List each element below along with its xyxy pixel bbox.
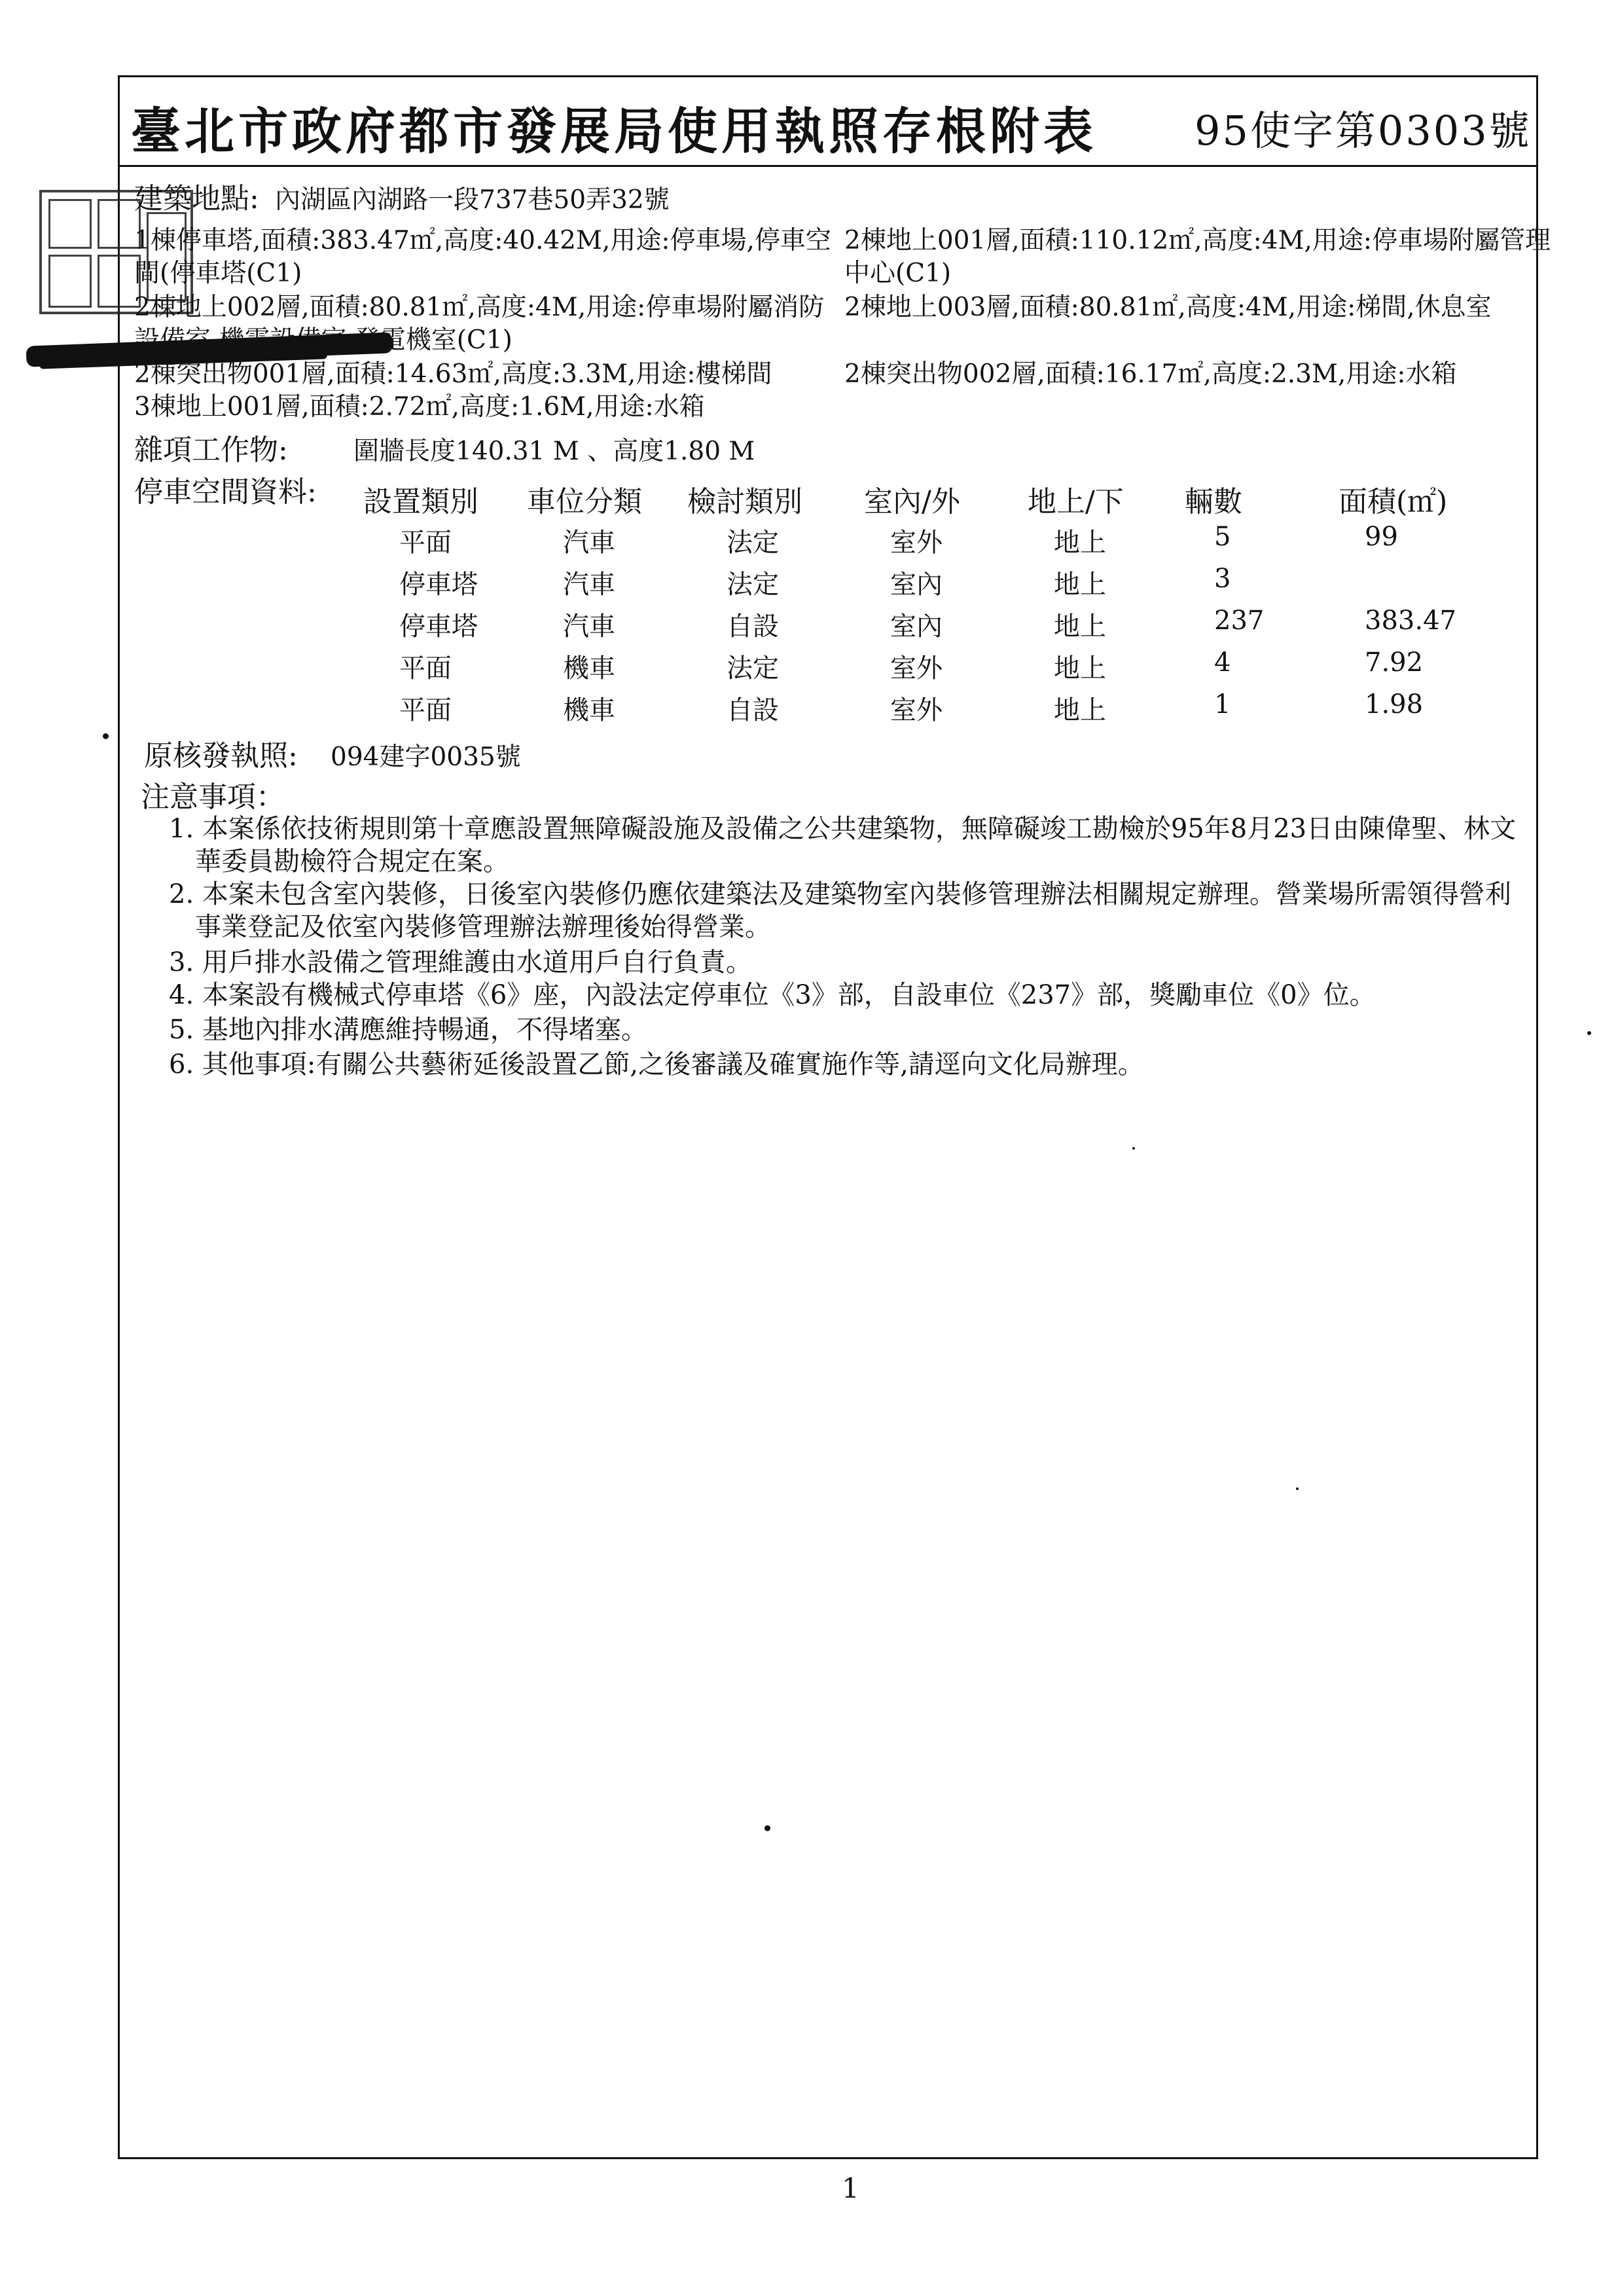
column-header: 面積(㎡) [1339, 485, 1448, 519]
table-cell: 平面 [399, 653, 452, 683]
floor-line: 2棟地上003層,面積:80.81㎡,高度:4M,用途:梯間,休息室 [844, 293, 1492, 322]
table-cell: 法定 [727, 653, 779, 683]
note-item: 華委員勘檢符合規定在案。 [195, 847, 509, 877]
table-cell: 停車塔 [399, 570, 478, 600]
table-cell: 自設 [727, 611, 779, 642]
scan-speck [1587, 1031, 1591, 1035]
table-cell: 平面 [399, 528, 452, 558]
table-cell: 汽車 [563, 528, 615, 558]
table-cell: 地上 [1054, 611, 1106, 642]
table-cell: 室外 [890, 528, 943, 558]
floor-line: 2棟突出物001層,面積:14.63㎡,高度:3.3M,用途:樓梯間 [134, 359, 772, 389]
misc-value: 圍牆長度140.31 M 、高度1.80 M [353, 437, 755, 466]
floor-line: 2棟地上001層,面積:110.12㎡,高度:4M,用途:停車場附屬管理 [844, 226, 1551, 255]
note-item: 1. 本案係依技術規則第十章應設置無障礙設施及設備之公共建築物，無障礙竣工勘檢於95年8月23日由陳偉聖、林文 [169, 814, 1517, 844]
table-cell: 自設 [727, 695, 779, 725]
table-cell: 7.92 [1365, 647, 1424, 678]
table-cell: 室外 [890, 653, 943, 683]
column-header: 檢討類別 [687, 485, 802, 519]
table-cell: 地上 [1054, 528, 1106, 558]
scan-speck [764, 1825, 770, 1831]
column-header: 設置類別 [363, 485, 478, 519]
parking-label: 停車空間資料: [134, 475, 317, 509]
column-header: 室內/外 [864, 485, 960, 519]
page-number: 1 [842, 2172, 859, 2204]
notes-label: 注意事項： [141, 780, 285, 814]
table-cell: 4 [1214, 647, 1231, 678]
floor-line: 2棟突出物002層,面積:16.17㎡,高度:2.3M,用途:水箱 [844, 359, 1457, 389]
permit-number: 95使字第0303號 [1195, 107, 1532, 155]
floor-line: 3棟地上001層,面積:2.72㎡,高度:1.6M,用途:水箱 [134, 392, 705, 422]
table-cell: 汽車 [563, 611, 615, 642]
floor-line: 中心(C1) [844, 259, 952, 288]
scan-speck [1132, 1147, 1135, 1150]
table-cell: 室內 [890, 570, 943, 600]
floor-line: 1棟停車塔,面積:383.47㎡,高度:40.42M,用途:停車場,停車空 [134, 226, 831, 255]
table-cell: 機車 [563, 653, 615, 683]
table-cell: 地上 [1054, 695, 1106, 725]
original-permit-value: 094建字0035號 [331, 742, 521, 772]
table-cell: 5 [1214, 522, 1231, 552]
note-item: 4. 本案設有機械式停車塔《6》座，內設法定停車位《3》部，自設車位《237》部，獎勵車位《0》位。 [169, 980, 1376, 1010]
misc-label: 雜項工作物: [134, 433, 288, 467]
site-label: 建築地點: [134, 182, 259, 215]
table-cell: 室內 [890, 611, 943, 642]
floor-line: 2棟地上002層,面積:80.81㎡,高度:4M,用途:停車場附屬消防 [134, 293, 825, 322]
table-cell: 地上 [1054, 570, 1106, 600]
note-item: 3. 用戶排水設備之管理維護由水道用戶自行負責。 [169, 947, 752, 977]
table-cell: 機車 [563, 695, 615, 725]
note-item: 6. 其他事項:有關公共藝術延後設置乙節,之後審議及確實施作等,請逕向文化局辦理。 [169, 1049, 1144, 1080]
document-title: 臺北市政府都市發展局使用執照存根附表 [131, 102, 1097, 160]
table-cell: 室外 [890, 695, 943, 725]
table-cell: 1 [1214, 689, 1231, 720]
table-cell: 1.98 [1365, 689, 1424, 720]
table-cell: 地上 [1054, 653, 1106, 683]
note-item: 5. 基地內排水溝應維持暢通，不得堵塞。 [169, 1015, 647, 1045]
note-item: 事業登記及依室內裝修管理辦法辦理後始得營業。 [195, 912, 771, 942]
column-header: 輛數 [1185, 485, 1242, 519]
site-address: 內湖區內湖路一段737巷50弄32號 [275, 185, 670, 215]
header-divider [120, 165, 1536, 167]
scan-speck [103, 733, 109, 739]
scan-speck [1296, 1487, 1299, 1490]
floor-line: 設備室,機電設備室,發電機室(C1) [134, 325, 512, 355]
table-cell: 237 [1214, 606, 1265, 636]
table-cell: 383.47 [1365, 606, 1456, 636]
table-cell: 3 [1214, 564, 1231, 594]
table-cell: 法定 [727, 528, 779, 558]
note-item: 2. 本案未包含室內裝修，日後室內裝修仍應依建築法及建築物室內裝修管理辦法相關規定辦理。營業場所需領得營利 [169, 879, 1511, 909]
table-cell: 汽車 [563, 570, 615, 600]
table-cell: 停車塔 [399, 611, 478, 642]
table-cell: 平面 [399, 695, 452, 725]
table-cell: 99 [1365, 522, 1398, 552]
column-header: 車位分類 [527, 485, 642, 519]
floor-line: 間(停車塔(C1) [134, 259, 302, 288]
original-permit-label: 原核發執照: [144, 739, 298, 773]
column-header: 地上/下 [1028, 485, 1124, 519]
table-cell: 法定 [727, 570, 779, 600]
